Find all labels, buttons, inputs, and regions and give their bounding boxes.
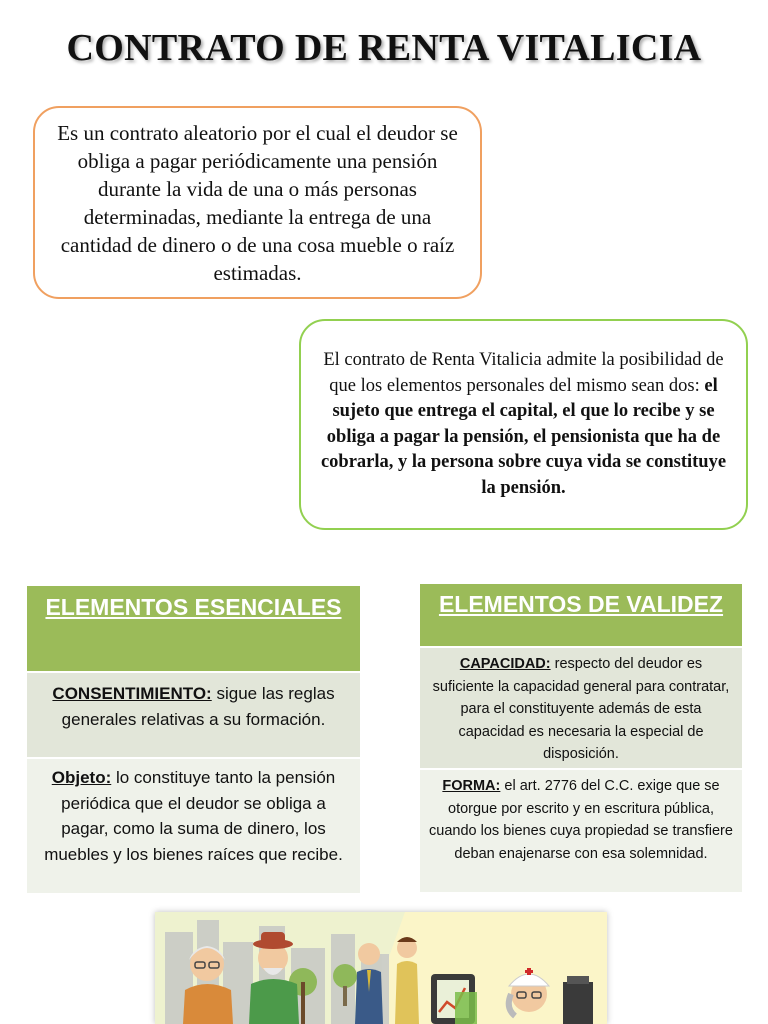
row-term: Objeto:: [51, 768, 112, 787]
personal-elements-bold: el sujeto que entrega el capital, el que lo recibe y se obliga a pagar la pensión, el pensionista que ha de cobrarla, y la persona sobre cuya vida se constituye la pensión.: [320, 375, 727, 498]
table-row: [27, 671, 360, 757]
personal-elements-box: [299, 319, 748, 530]
row-text: respecto del deudor es suficiente la capacidad general para contratar, para el constituyente además de esta capacidad es necesaria la especial de disposición.: [432, 656, 730, 762]
row-text: sigue las reglas generales relativas a su formación.: [61, 684, 335, 729]
table-row: [420, 768, 742, 892]
essential-elements-table: [27, 586, 360, 893]
page-title: CONTRATO DE RENTA VITALICIA: [66, 27, 702, 69]
row-text: lo constituye tanto la pensión periódica que el deudor se obliga a pagar, como la suma de dinero, los muebles y los bienes raíces que recibe.: [44, 768, 343, 864]
personal-elements-intro: El contrato de Renta Vitalicia admite la posibilidad de que los elementos personales del mismo sean dos:: [323, 350, 724, 396]
definition-text: Es un contrato aleatorio por el cual el deudor se obliga a pagar periódicamente una pensión durante la vida de una o más personas determinadas, mediante la entrega de una cantidad de dinero o de una cosa mueble o raíz estimadas.: [57, 120, 458, 285]
city-scene-graphic: [155, 912, 607, 1024]
table-row: [27, 757, 360, 893]
definition-box: [33, 106, 482, 299]
table-row: [420, 646, 742, 768]
row-term: CONSENTIMIENTO:: [52, 684, 212, 703]
row-text: el art. 2776 del C.C. exige que se otorgue por escrito y en escritura pública, cuando los bienes cuya propiedad se transfiere deban enajenarse con esa solemnidad.: [429, 778, 733, 862]
validity-elements-header: ELEMENTOS DE VALIDEZ: [420, 584, 742, 646]
row-term: FORMA:: [442, 778, 501, 794]
row-term: CAPACIDAD:: [459, 656, 551, 672]
elderly-people-illustration: [155, 912, 607, 1024]
essential-elements-header: ELEMENTOS ESENCIALES: [27, 586, 360, 671]
personal-elements-text: [317, 348, 730, 501]
validity-elements-table: [420, 584, 742, 892]
